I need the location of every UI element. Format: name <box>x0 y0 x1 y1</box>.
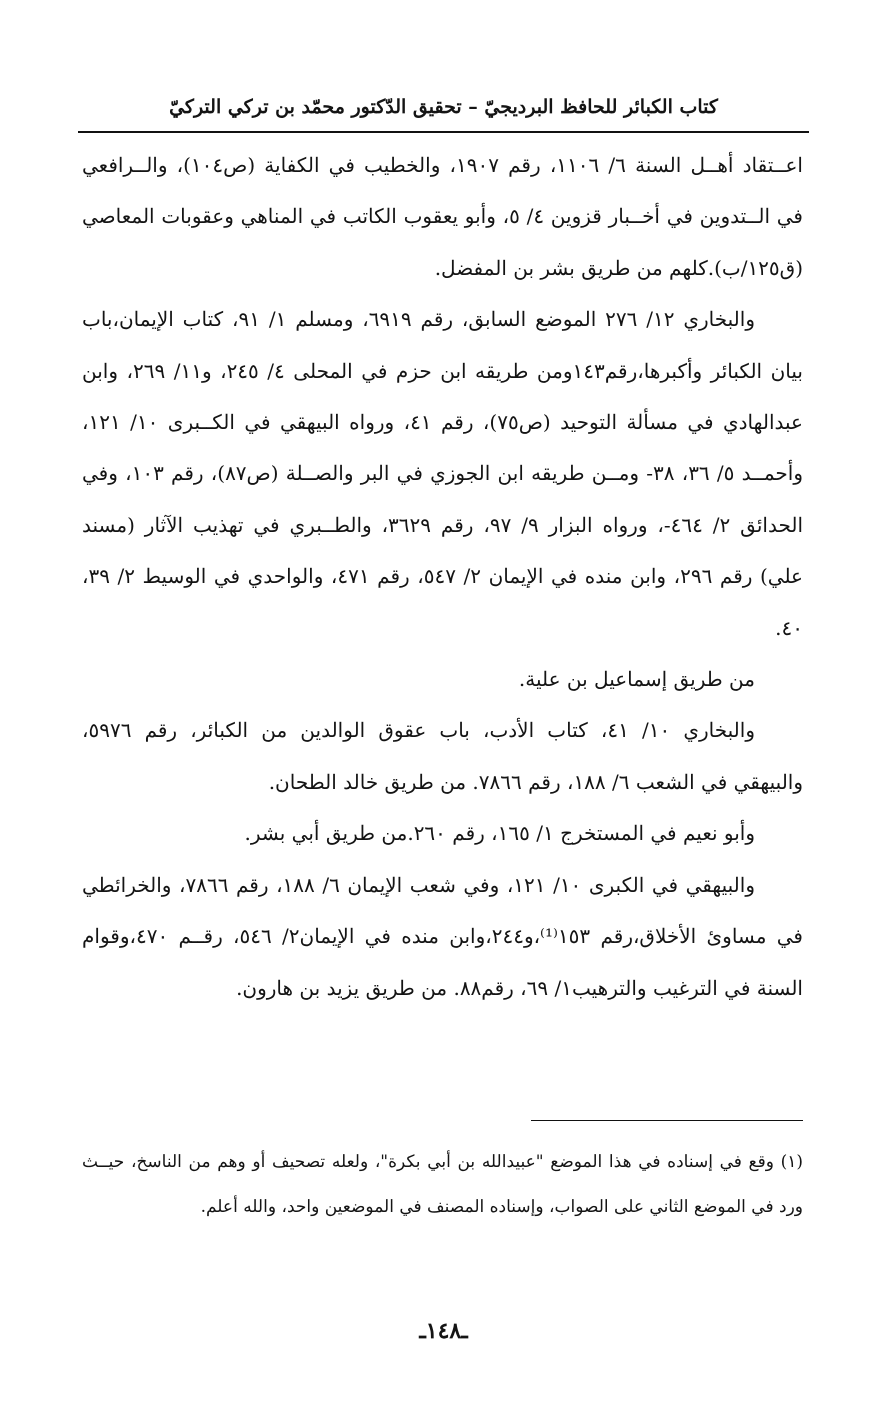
running-header: كتاب الكبائر للحافظ البرديجيّ – تحقيق الدّكتور محمّد بن تركي التركيّ <box>169 96 718 118</box>
paragraph-5: وأبو نعيم في المستخرج ١/ ١٦٥، رقم ٢٦٠.من طريق أبي بشر. <box>244 821 755 846</box>
paragraph-1: اعــتقاد أهــل السنة ٦/ ١١٠٦، رقم ١٩٠٧، والخطيب في الكفاية (ص١٠٤)، والــرافعي في الــتدوين في أخــبار قزوين ٤/ ٥، وأبو يعقوب الكاتب في المناهي وعقوبات المعاصي (ق١٢٥/ب).كلهم من طريق بشر بن المفضل. <box>82 153 803 280</box>
page-number: ـ١٤٨ـ <box>419 1318 468 1344</box>
paragraph-4: والبخاري ١٠/ ٤١، كتاب الأدب، باب عقوق الوالدين من الكبائر، رقم ٥٩٧٦، والبيهقي في الشعب ٦/ ١٨٨، رقم ٧٨٦٦. من طريق خالد الطحان. <box>82 718 803 794</box>
header-rule <box>78 131 809 133</box>
paragraph-2: والبخاري ١٢/ ٢٧٦ الموضع السابق، رقم ٦٩١٩، ومسلم ١/ ٩١، كتاب الإيمان،باب بيان الكبائر وأكبرها،رقم١٤٣ومن طريقه ابن حزم في المحلى ٤/ ٢٤٥، و١١/ ٢٦٩، وابن عبدالهادي في مسألة التوحيد (ص٧٥)، رقم ٤١، ورواه البيهقي في الكــبرى ١٠/ ١٢١، وأحمــد ٥/ ٣٦، ٣٨- ومــن طريقه ابن الجوزي في البر والصــلة (ص٨٧)، رقم ١٠٣، وفي الحدائق ٢/ ٤٦٤-، ورواه البزار ٩/ ٩٧، رقم ٣٦٢٩، والطــبري في تهذيب الآثار (مسند علي) رقم ٢٩٦، وابن منده في الإيمان ٢/ ٥٤٧، رقم ٤٧١، والواحدي في الوسيط ٢/ ٣٩، ٤٠. <box>82 307 804 640</box>
footnote <box>82 1140 803 1230</box>
footnote-text: (١) وقع في إسناده في هذا الموضع "عبيدالله بن أبي بكرة"، ولعله تصحيف أو وهم من الناسخ، حيــث ورد في الموضع الثاني على الصواب، وإسناده المصنف في الموضعين واحد، والله أعلم. <box>82 1152 803 1217</box>
footnote-rule <box>531 1120 803 1121</box>
paragraph-6: والبيهقي في الكبرى ١٠/ ١٢١، وفي شعب الإيمان ٦/ ١٨٨، رقم ٧٨٦٦، والخرائطي في مساوئ الأخلاق،رقم ١٥٣⁽¹⁾،و٢٤٤،وابن منده في الإيمان٢/ ٥٤٦، رقــم ٤٧٠،وقوام السنة في الترغيب والترهيب١/ ٦٩، رقم٨٨. من طريق يزيد بن هارون. <box>82 872 803 1000</box>
body-text <box>82 140 803 1014</box>
paragraph-3: من طريق إسماعيل بن علية. <box>518 667 755 692</box>
